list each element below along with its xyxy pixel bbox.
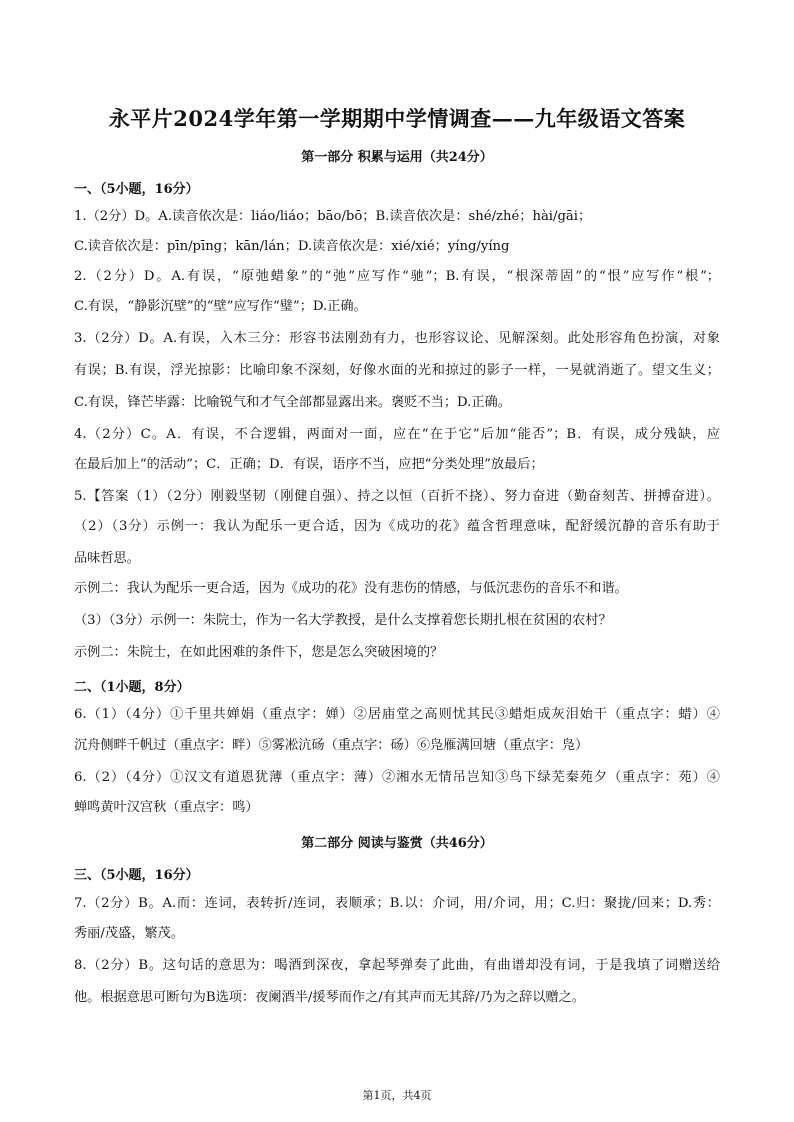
document-title: 永平片2024学年第一学期期中学情调查——九年级语文答案: [108, 106, 686, 131]
answer-line: 在最后加上“的活动”；C．正确；D．有误，语序不当，应把“分类处理”放最后；: [74, 457, 544, 472]
answer-line: 他。根据意思可断句为B选项：夜阑酒半/援琴而作之/有其声而无其辞/乃为之辞以赠之。: [74, 990, 585, 1005]
answer-line: 1.（2分）D。A.读音依次是：liáo/liáo；bāo/bō；B.读音依次是：shé/zhé；hài/gāi；: [74, 209, 592, 224]
answer-line: 示例二：朱院士，在如此困难的条件下，您是怎么突破困境的？: [74, 645, 444, 660]
answer-line: 示例二：我认为配乐一更合适，因为《成功的花》没有悲伤的情感，与低沉悲伤的音乐不和谐。: [74, 581, 628, 596]
answer-line: 品味哲思。: [74, 551, 140, 566]
answer-line: （2）（3分）示例一：我认为配乐一更合适，因为《成功的花》蕴含哲理意味，配舒缓沉静的音乐有助于: [74, 519, 720, 534]
answer-line: C.读音依次是：pīn/pīng；kān/lán；D.读音依次是：xié/xié；yíng/yíng: [74, 239, 510, 254]
answer-line: 8.（2分）B。这句话的意思为：喝酒到深夜，拿起琴弹奏了此曲，有曲谱却没有词，于是我填了词赠送给: [74, 958, 720, 973]
answer-line: （3）（3分）示例一：朱院士，作为一名大学教授，是什么支撑着您长期扎根在贫困的农村？: [74, 613, 612, 628]
answer-line: 4.（2分）C。A．有误，不合逻辑，两面对一面，应在“在于它”后加“能否”；B．有误，成分残缺，应: [74, 427, 720, 442]
page-number: 第1页，共4页: [362, 1089, 432, 1102]
section1-heading: 一、（5小题，16分）: [74, 182, 199, 197]
answer-line: 蝉鸣黄叶汉宫秋（重点字：鸣）: [74, 800, 259, 815]
answer-line: 6.（2）（4分）①汉文有道恩犹薄（重点字：薄）②湘水无情吊岂知③鸟下绿芜秦苑夕（重点字：苑）④: [74, 770, 720, 785]
answer-line: 5.【答案（1）（2分）刚毅坚韧（刚健自强）、持之以恒（百折不挠）、努力奋进（勤奋刻苦、拼搏奋进）。: [74, 489, 720, 504]
answer-line: 6.（1）（4分）①千里共婵娟（重点字：婵）②居庙堂之高则忧其民③蜡炬成灰泪始干（重点字：蜡）④: [74, 707, 720, 722]
part2-title: 第二部分 阅读与鉴赏（共46分）: [301, 836, 493, 851]
answer-line: 7.（2分）B。A.而：连词，表转折/连词，表顺承；B.以：介词，用/介词，用；C.归：聚拢/回来；D.秀：: [74, 896, 720, 911]
answer-line: C.有误，“静影沉壁”的“壁”应写作“璧”；D.正确。: [74, 299, 367, 314]
answer-line: 沉舟侧畔千帆过（重点字：畔）⑤雾凇沆砀（重点字：砀）⑥凫雁满回塘（重点字：凫）: [74, 738, 589, 753]
part1-title: 第一部分 积累与运用（共24分）: [301, 150, 493, 165]
answer-line: 有误；B.有误，浮光掠影：比喻印象不深刻，好像水面的光和掠过的影子一样，一晃就消逝了。望文生义；: [74, 363, 720, 378]
answer-line: 秀丽/茂盛，繁茂。: [74, 926, 184, 941]
answer-line: C.有误，锋芒毕露：比喻锐气和才气全部都显露出来。褒贬不当；D.正确。: [74, 395, 511, 410]
answer-line: 2.（2分）D。A.有误，“原弛蜡象”的“弛”应写作“驰”；B.有误，“根深蒂固”的“恨”应写作“根”；: [74, 269, 720, 284]
answer-line: 3.（2分）D。A.有误，入木三分：形容书法刚劲有力，也形容议论、见解深刻。此处形容角色扮演，对象: [74, 331, 720, 346]
section3-heading: 三、（5小题，16分）: [74, 868, 199, 883]
section2-heading: 二、（1小题，8分）: [74, 680, 190, 695]
